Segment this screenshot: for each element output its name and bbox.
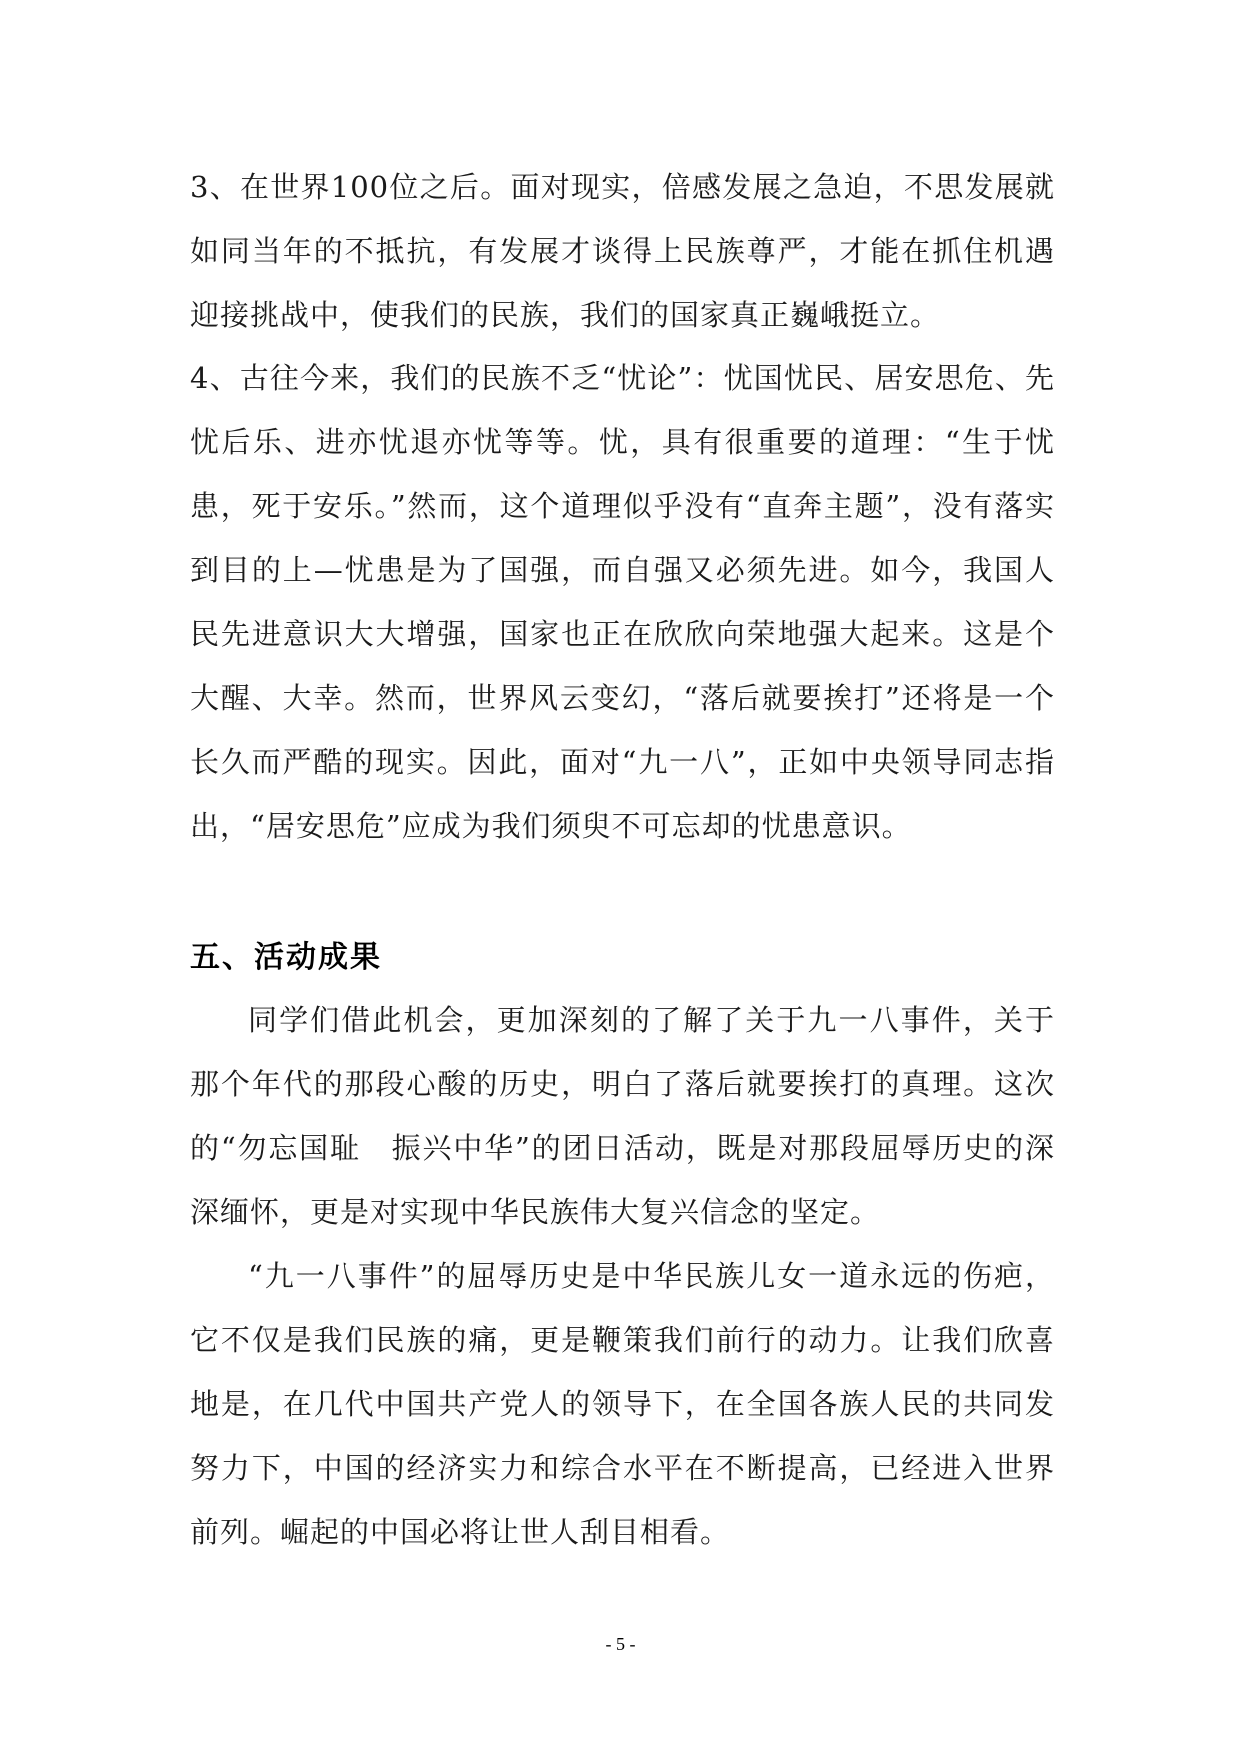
section-heading: 五、活动成果 bbox=[190, 940, 382, 975]
paragraph-item-4: 4、古往今来，我们的民族不乏“忧论”：忧国忧民、居安思危、先忧后乐、进亦忧退亦忧等等。忧，具有很重要的道理：“生于忧患，死于安乐。”然而，这个道理似乎没有“直奔主题”，没有落实到目的上—忧患是为了国强，而自强又必须先进。如今，我国人民先进意识大大增强，国家也正在欣欣向荣地强大起来。这是个大醒、大幸。然而，世界风云变幻，“落后就要挨打”还将是一个长久而严酷的现实。因此，面对“九一八”，正如中央领导同志指出，“居安思危”应成为我们须臾不可忘却的忧患意识。 bbox=[190, 361, 1055, 843]
section-paragraph-2: “九一八事件”的屈辱历史是中华民族儿女一道永远的伤疤，它不仅是我们民族的痛，更是鞭策我们前行的动力。让我们欣喜地是，在几代中国共产党人的领导下，在全国各族人民的共同发努力下，中国的经济实力和综合水平在不断提高，已经进入世界前列。崛起的中国必将让世人刮目相看。 bbox=[190, 1259, 1055, 1549]
section-paragraph-1: 同学们借此机会，更加深刻的了解了关于九一八事件，关于那个年代的那段心酸的历史，明白了落后就要挨打的真理。这次的“勿忘国耻 振兴中华”的团日活动，既是对那段屈辱历史的深深缅怀，更是对实现中华民族伟大复兴信念的坚定。 bbox=[190, 1003, 1055, 1229]
paragraph-item-3: 3、在世界100位之后。面对现实，倍感发展之急迫，不思发展就如同当年的不抵抗，有发展才谈得上民族尊严，才能在抓住机遇迎接挑战中，使我们的民族，我们的国家真正巍峨挺立。 bbox=[190, 170, 1055, 332]
page-number: - 5 - bbox=[605, 1634, 636, 1654]
